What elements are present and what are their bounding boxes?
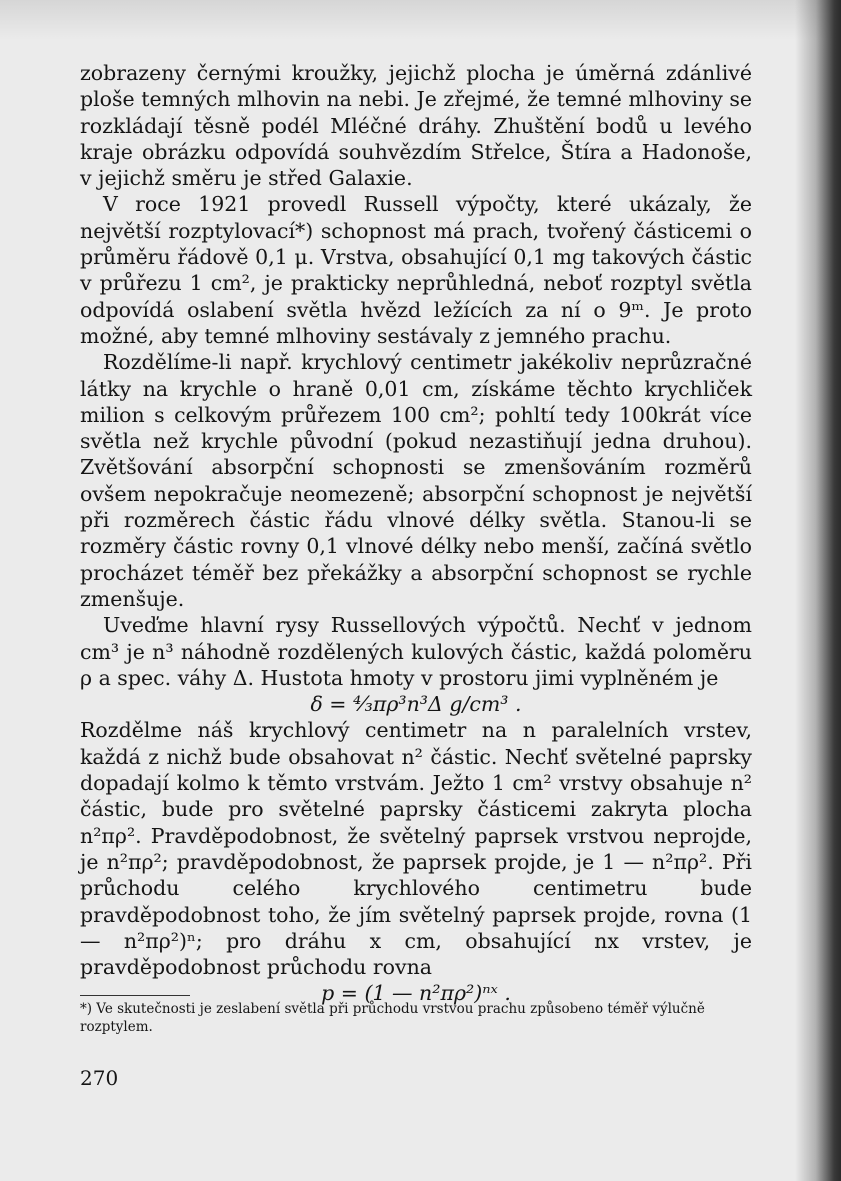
paragraph-2: V roce 1921 provedl Russell výpočty, které ukázaly, že největší rozptylovací*) schopnost má prach, tvořený částicemi o průměru řádově 0,1 μ. Vrstva, obsahující 0,1 mg takových částic v průřezu 1 cm², je prakticky neprůhledná, neboť rozptyl světla odpovídá oslabení světla hvězd ležících za ní o 9ᵐ. Je proto možné, aby temné mlhoviny sestávaly z jemného prachu. [80,192,752,348]
footnote-divider [80,995,190,996]
page-binding-shadow [795,0,841,1181]
equation-density: δ = ⁴⁄₃πρ³n³Δ g/cm³ . [310,692,522,717]
paragraph-4: Uveďme hlavní rysy Russellových výpočtů. Nechť v jednom cm³ je n³ náhodně rozdělených kulových částic, každá poloměru ρ a spec. váhy Δ. Hustota hmoty v prostoru jimi vyplněném je [80,613,752,690]
footnote: *) Ve skutečnosti je zeslabení světla při průchodu vrstvou prachu způsobeno téměř výlučně rozptylem. [80,1001,705,1035]
paragraph-1: zobrazeny černými kroužky, jejichž plocha je úměrná zdánlivé ploše temných mlhovin na nebi. Je zřejmé, že temné mlhoviny se rozkládají těsně podél Mléčné dráhy. Zhuštění bodů u levého kraje obrázku odpovídá souhvězdím Střelce, Štíra a Hadonoše, v jejichž směru je střed Galaxie. [80,61,752,191]
page-top-shadow [0,0,841,40]
body-text [80,60,752,1007]
paragraph-5: Rozdělme náš krychlový centimetr na n paralelních vrstev, každá z nichž bude obsahovat n² částic. Nechť světelné paprsky dopadají kolmo k těmto vrstvám. Ježto 1 cm² vrstvy obsahuje n² částic, bude pro světelné paprsky částicemi zakryta plocha n²πρ². Pravděpodobnost, že světelný paprsek vrstvou neprojde, je n²πρ²; pravděpodobnost, že paprsek projde, je 1 — n²πρ². Při průchodu celého krychlového centimetru bude pravděpodobnost toho, že jím světelný paprsek projde, rovna (1 — n²πρ²)ⁿ; pro dráhu x cm, obsahující nx vrstev, je pravděpodobnost průchodu rovna [80,718,752,980]
paragraph-3: Rozdělíme-li např. krychlový centimetr jakékoliv neprůzračné látky na krychle o hraně 0,01 cm, získáme těchto krychliček milion s celkovým průřezem 100 cm²; pohltí tedy 100krát více světla než krychle původní (pokud nezastiňují jedna druhou). Zvětšování absorpční schopnosti se zmenšováním rozměrů ovšem nepokračuje neomezeně; absorpční schopnost je největší při rozměrech částic řádu vlnové délky světla. Stanou-li se rozměry částic rovny 0,1 vlnové délky nebo menší, začíná světlo procházet téměř bez překážky a absorpční schopnost se rychle zmenšuje. [80,350,752,611]
equation-probability: p = (1 — n²πρ²)ⁿˣ . [321,981,511,1006]
page-number: 270 [80,1066,119,1090]
